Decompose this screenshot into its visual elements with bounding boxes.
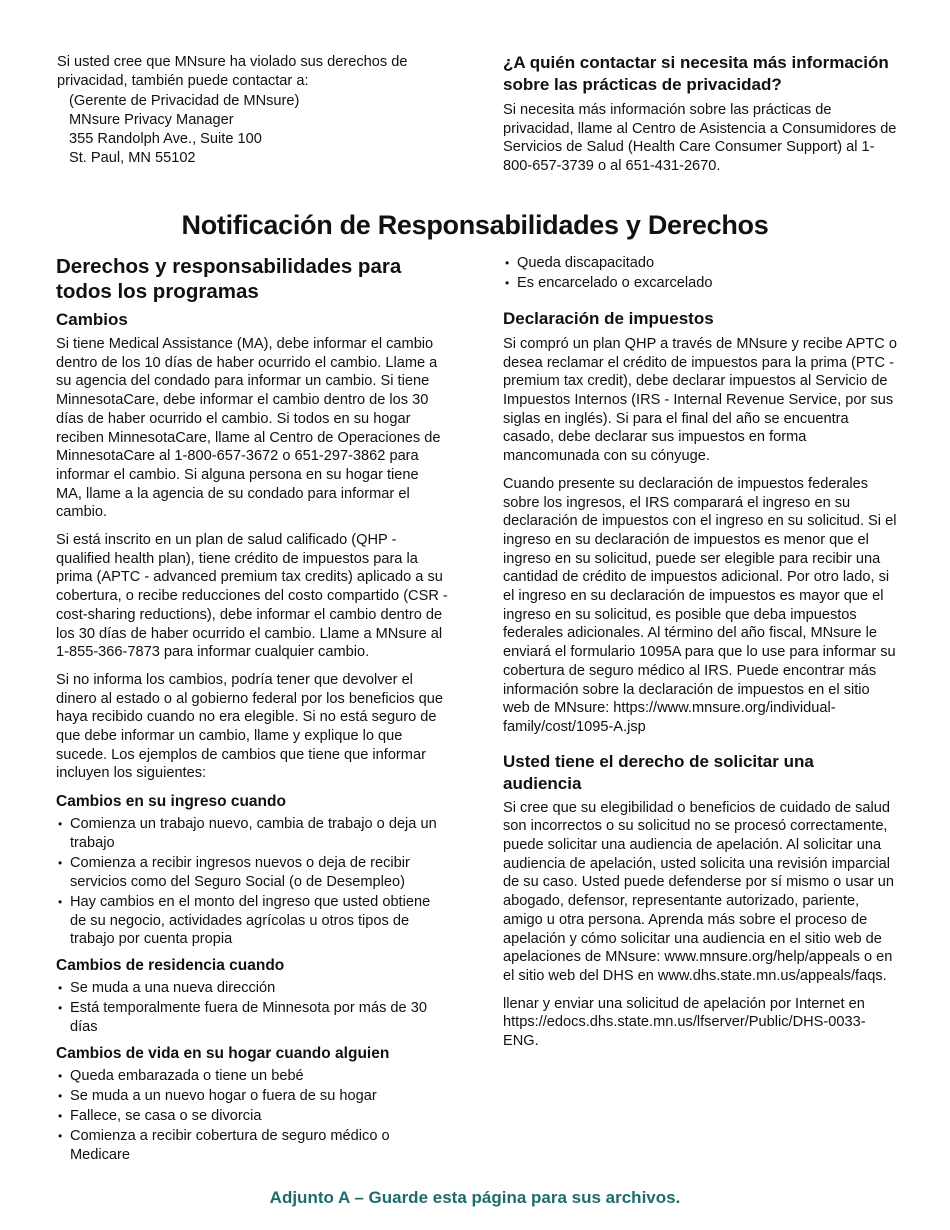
audiencia-paragraph: llenar y enviar una solicitud de apelación por Internet en https://edocs.dhs.state.mn.us/lfserver/Public/DHS-0033-ENG. (503, 995, 866, 1050)
address-line: 355 Randolph Ave., Suite 100 (69, 130, 262, 147)
privacy-contact-intro: Si usted cree que MNsure ha violado sus derechos de privacidad, también puede contactar a: (57, 54, 408, 89)
audiencia-heading: Usted tiene el derecho de solicitar una audiencia (503, 751, 814, 793)
ingreso-list (56, 815, 448, 949)
vida-list-continued (503, 254, 899, 293)
list-item: • Se muda a una nueva dirección (56, 979, 448, 998)
privacy-contact-block (57, 53, 417, 167)
section-title: Derechos y responsabilidades para todos los programas (56, 255, 402, 303)
cambios-paragraph: Si no informa los cambios, podría tener que devolver el dinero al estado o al gobierno federal por los beneficios que haya recibido cuando no era elegible. Si no está seguro de que debe informar un cambio, llame y explique lo que sucede. Los ejemplos de cambios que tiene que informar incluyen los siguientes: (56, 671, 443, 782)
cambios-paragraph: Si está inscrito en un plan de salud calificado (QHP - qualified health plan), tiene crédito de impuestos para la prima (APTC - advanced premium tax credits) aplicado a su cobertura, o recibe reducciones del costo compartido (CSR - cost-sharing reductions), debe informar el cambio dentro de los 30 días de haber ocurrido el cambio. Llame a MNsure al 1-855-366-7873 para informar cualquier cambio. (56, 532, 448, 661)
list-item: • Comienza a recibir ingresos nuevos o deja de recibir servicios como del Seguro Social (o de Desempleo) (56, 854, 448, 891)
left-column (56, 254, 448, 1166)
impuestos-paragraph: Cuando presente su declaración de impuestos federales sobre los ingresos, el IRS comparará el ingreso en su declaración de impuestos con el ingreso en su solicitud. Si el ingreso en su declaración de impuestos es menor que el ingreso en su solicitud, puede ser elegible para recibir una cantidad de crédito de impuestos adicional. Por otro lado, si el ingreso en su declaración de impuestos es mayor que el ingreso en su solicitud, es posible que deba impuestos federales adicionales. Al término del año fiscal, MNsure le enviará el formulario 1095A para que lo use para informar su cobertura de seguro médico al IRS. Puede encontrar más información sobre la declaración de impuestos en el sitio web de MNsure: https://www.mnsure.org/individual-family/cost/1095-A.jsp (503, 475, 897, 735)
cambios-paragraph: Si tiene Medical Assistance (MA), debe informar el cambio dentro de los 10 días de haber ocurrido el cambio. Llame a su agencia del condado para informar un cambio. Si tiene MinnesotaCare, debe informar el cambio dentro de los 30 días de haber ocurrido el cambio. Si todos en su hogar reciben MinnesotaCare, llame al Centro de Operaciones de MinnesotaCare al 1-800-657-3672 o 651-297-3862 para informar el cambio. Si alguna persona en su hogar tiene MA, llame a la agencia de su condado para informar el cambio. (56, 336, 441, 521)
privacy-info-body: Si necesita más información sobre las prácticas de privacidad, llame al Centro de Asistencia a Consumidores de Servicios de Salud (Health Care Consumer Support) al 1-800-657-3739 o al 651-431-2670. (503, 102, 897, 175)
privacy-info-heading: ¿A quién contactar si necesita más información sobre las prácticas de privacidad? (503, 53, 889, 94)
page-title: Notificación de Responsabilidades y Derechos (181, 210, 769, 240)
address-line: (Gerente de Privacidad de MNsure) (69, 93, 300, 110)
list-item: • Fallece, se casa o se divorcia (56, 1107, 448, 1126)
list-item: • Se muda a un nuevo hogar o fuera de su hogar (56, 1087, 448, 1106)
list-item: • Está temporalmente fuera de Minnesota por más de 30 días (56, 999, 448, 1036)
address-line: MNsure Privacy Manager (69, 112, 234, 129)
impuestos-paragraph: Si compró un plan QHP a través de MNsure y recibe APTC o desea reclamar el crédito de impuestos para la prima (PTC - premium tax credit), debe declarar impuestos al Servicio de Impuestos Internos (IRS - Internal Revenue Service, por sus siglas en inglés). Si para el final del año se encuentra casado, debe declarar sus impuestos en forma mancomunada con su cónyuge. (503, 335, 897, 465)
address-line: St. Paul, MN 55102 (69, 149, 196, 166)
privacy-info-block (503, 52, 898, 176)
list-item: • Es encarcelado o excarcelado (503, 274, 899, 293)
list-item: • Queda discapacitado (503, 254, 899, 273)
right-column (503, 254, 899, 1051)
impuestos-heading: Declaración de impuestos (503, 308, 714, 328)
audiencia-paragraph: Si cree que su elegibilidad o beneficios de cuidado de salud son incorrectos o su solicitud no se procesó correctamente, puede solicitar una audiencia de apelación. Al solicitar una audiencia de apelación, usted solicita una revisión imparcial de su caso. Usted puede defenderse por sí mismo o usar un abogado, defensor, representante autorizado, pariente, amigo u otra persona. Aprenda más sobre el proceso de apelación y cómo solicitar una audiencia en el sitio web de apelaciones de MNsure: www.mnsure.org/help/appeals o en el sitio web del DHS en www.dhs.state.mn.us/appeals/faqs. (503, 799, 895, 984)
vida-heading: Cambios de vida en su hogar cuando alguien (56, 1044, 390, 1062)
residencia-list (56, 979, 448, 1037)
vida-list (56, 1067, 448, 1165)
list-item: • Hay cambios en el monto del ingreso que usted obtiene de su negocio, actividades agrícolas u otros tipos de trabajo por cuenta propia (56, 893, 448, 949)
list-item: • Comienza a recibir cobertura de seguro médico o Medicare (56, 1127, 400, 1164)
list-item: • Queda embarazada o tiene un bebé (56, 1067, 448, 1086)
ingreso-heading: Cambios en su ingreso cuando (56, 793, 286, 811)
footer-note: Adjunto A – Guarde esta página para sus archivos. (269, 1188, 681, 1207)
residencia-heading: Cambios de residencia cuando (56, 957, 285, 975)
cambios-heading: Cambios (56, 310, 128, 329)
privacy-manager-address (69, 92, 417, 167)
list-item: • Comienza un trabajo nuevo, cambia de trabajo o deja un trabajo (56, 815, 448, 852)
